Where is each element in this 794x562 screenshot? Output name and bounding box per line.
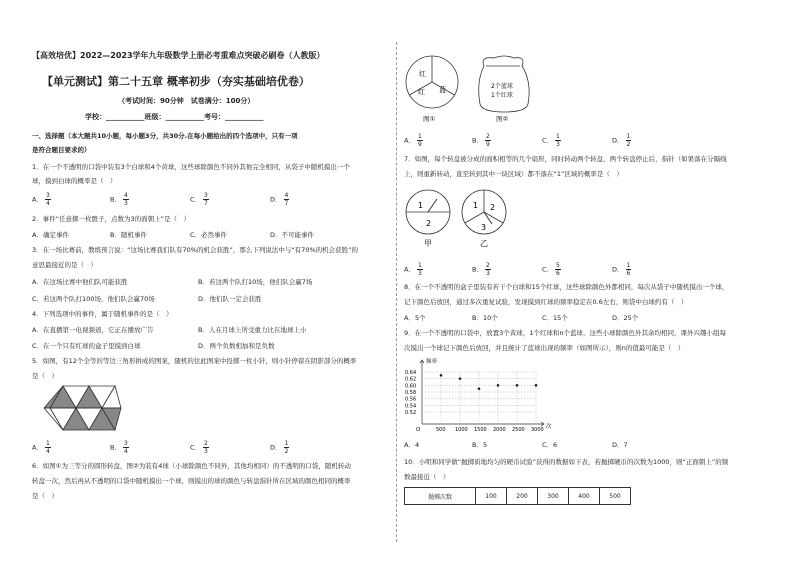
y-tick-label: 0.64 (405, 370, 417, 376)
q2-option-a: A．确定事件 (32, 231, 69, 239)
q5-option-d: D． $\frac{1}{2}$ (270, 440, 289, 455)
q6-text-cont2: 是（ ） (32, 492, 58, 500)
q8-option-a: A．5个 (404, 314, 426, 322)
spinner-figure-1 (406, 56, 458, 123)
q7-option-b: B． $\frac{2}{3}$ (472, 262, 490, 277)
data-point (497, 384, 500, 387)
exam-info: （考试时间：90分钟 试卷满分：100分） (118, 97, 255, 105)
data-point (478, 387, 481, 390)
q3-text-cont: 意思最接近的是（ ） (32, 261, 97, 269)
q4-option-d: D．两个负数相加和是负数 (198, 342, 275, 350)
triangle-pattern-figure (44, 385, 122, 431)
figure1-caption: 图① (423, 115, 436, 123)
table-cell: 100 (476, 488, 507, 505)
q6-option-d: D． $\frac{1}{2}$ (612, 133, 631, 148)
q1-option-b: B． $\frac{4}{3}$ (110, 192, 128, 207)
y-tick-label: 0.52 (405, 410, 417, 416)
q9-option-d: D．7 (612, 441, 628, 449)
yi-label-3: 3 (481, 223, 487, 232)
right-column (402, 0, 772, 562)
q10-text-cont: 数最接近（ ） (404, 473, 450, 481)
q2-text: 2．事件“任意掷一枚骰子，点数为3的面朝上”是（ ） (32, 215, 191, 223)
q5-option-a: A． $\frac{1}{4}$ (32, 440, 50, 455)
x-tick-label: 2000 (493, 427, 506, 433)
section1-title-cont: 是符合题目要求的） (32, 146, 91, 154)
frequency-chart (404, 354, 554, 434)
y-tick-label: 0.54 (405, 403, 417, 410)
q4-option-a: A．在直播第一电视频道，它正在播放广告 (32, 326, 154, 334)
table-row (405, 488, 631, 505)
x-tick-label: 2500 (512, 427, 525, 433)
q4-text: 4．下列选项中的事件，属于随机事件的是（ ） (32, 310, 173, 318)
q1-option-c: C． $\frac{3}{7}$ (190, 192, 208, 207)
q8-option-c: C．15个 (542, 314, 568, 322)
data-point (516, 384, 519, 387)
figure2-caption: 图② (496, 115, 509, 123)
bag-figure (479, 56, 529, 123)
column-divider (396, 42, 397, 542)
q4-option-c: C．在一个只有红球的盒子里摸到白球 (32, 342, 141, 350)
q2-option-b: B．随机事件 (110, 231, 147, 239)
y-tick-label: 0.56 (405, 396, 417, 403)
q8-text: 8．在一个不透明的盒子里装有若干个白球和15个红球，这些球除颜色外都相同，每次从袋子中随机摸出一个球， (404, 283, 729, 291)
q2-option-d: D．不可能事件 (270, 231, 315, 239)
q6-option-b: B． $\frac{2}{9}$ (472, 133, 490, 148)
jia-caption: 甲 (424, 239, 432, 248)
table-cell: 500 (600, 488, 631, 505)
q1-text: 1．在一个不透明的口袋中装有3个白球和4个黄球，这些球除颜色不同外其他完全相同，从袋子中随机摸出一个 (32, 163, 350, 171)
jia-label-1: 1 (418, 201, 424, 210)
x-tick-label: 1500 (474, 427, 487, 433)
q5-option-b: B． $\frac{3}{4}$ (110, 440, 128, 455)
q7-option-a: A． $\frac{1}{3}$ (404, 262, 422, 277)
y-tick-label: 0.60 (405, 383, 417, 390)
q1-text-cont: 球，摸到白球的概率是（ ） (32, 177, 117, 185)
q6-option-a: A． $\frac{1}{9}$ (404, 133, 422, 148)
x-tick-label: 1000 (455, 427, 468, 433)
table-cell: 400 (569, 488, 600, 505)
y-tick-label: 0.58 (405, 390, 417, 396)
q3-text: 3．在一场比赛前，教练预言说：“这场比赛我们队有70%的机会获胜”，那么下列说法中与“有70%的机会获胜”的 (32, 246, 358, 254)
q5-option-c: C． $\frac{2}{3}$ (190, 440, 208, 455)
q7-option-c: C． $\frac{5}{6}$ (542, 262, 560, 277)
q1-option-d: D． $\frac{4}{7}$ (270, 192, 289, 207)
q2-option-c: C．必然事件 (190, 231, 228, 239)
q9-option-a: A．4 (404, 441, 420, 449)
x-axis-label: 次 (546, 424, 552, 430)
sector-red-1: 红 (419, 70, 426, 78)
data-point (535, 384, 538, 387)
q9-option-c: C．6 (542, 441, 558, 449)
coin-toss-table (404, 487, 631, 505)
q3-option-d: D．他们队一定会获胜 (198, 295, 262, 303)
q6-text-cont: 转盘一次，然后再从不透明的口袋中随机摸出一个球，则摸出的球的颜色与转盘指针所在区域的颜色相同的概率 (32, 477, 351, 485)
q9-option-b: B．5 (472, 441, 488, 449)
q7-text-cont: 上，则重新转动，直至转到其中一块区域）都不落在“1”区域的概率是（ ） (404, 170, 623, 178)
q4-option-b: B．人在月球上所受重力比在地球上小 (198, 326, 307, 334)
q3-option-b: B．若这两个队打10场，他们队会赢7场 (198, 278, 313, 286)
jia-label-2: 2 (426, 219, 432, 228)
x-tick-label: 3000 (531, 427, 544, 433)
chart-origin: O (416, 427, 421, 433)
sector-red-2: 红 (418, 88, 425, 96)
y-tick-label: 0.62 (405, 376, 417, 383)
q5-text: 5．如图，有12个全等的等边三角形拼成的图案，随机的往此图案中投掷一枚小针，则小针停留在阴影部分的概率 (32, 357, 357, 365)
q3-option-a: A．在这场比赛中他们队可能获胜 (32, 278, 128, 286)
yi-label-2: 2 (490, 203, 496, 212)
page-title: 【单元测试】第二十五章 概率初步（夯实基础培优卷） (42, 75, 310, 88)
x-tick-label: 500 (436, 427, 446, 433)
q8-option-b: B．10个 (472, 314, 498, 322)
q9-text: 9．在一个不透明的口袋中，放置3个黄球，1个红球和n个蓝球，这些小球除颜色外其余均相同，课外兴趣小组每 (404, 329, 727, 337)
q7-text: 7．如图，每个转盘被分成的面积相等的几个扇形，同时转动两个转盘，两个转盘停止后，指针（如果落在分隔线 (404, 155, 727, 163)
q6-figures (404, 52, 534, 124)
q1-option-a: A． $\frac{3}{4}$ (32, 192, 50, 207)
y-axis-label: 频率 (426, 359, 438, 365)
left-column (30, 0, 390, 562)
table-row-header: 抛掷次数 (405, 488, 476, 505)
section1-title: 一、选择题（本大题共10小题，每小题3分，共30分.在每小题给出的四个选项中，只有一项 (32, 132, 298, 140)
student-fields: 学校：___________班级：___________考号：___________ (85, 113, 264, 121)
q8-text-cont: 记下颜色后放回，通过多次重复试验，发现摸到红球的频率稳定在0.6左右，则袋中白球约有（ ） (404, 298, 688, 306)
q6-text: 6．如图①为三等分的圆形转盘，图②为装有4球（小球除颜色不同外，其他均相同）的不透明的口袋，随机转动 (32, 462, 351, 470)
q7-option-d: D． $\frac{1}{6}$ (612, 262, 631, 277)
q5-text-cont: 是（ ） (32, 372, 58, 380)
q3-option-c: C．若这两个队打100场，他们队会赢70场 (32, 295, 155, 303)
q7-spinners (404, 186, 514, 250)
q6-option-c: C． $\frac{1}{3}$ (542, 133, 560, 148)
bag-label-blue: 2个蓝球 (491, 83, 513, 90)
spinner-jia (406, 190, 450, 248)
q10-text: 10．小明和同学做“抛掷质地均匀的硬币试验”获得的数据如下表，若抛掷硬币的次数为1000，则“正面朝上”的频 (404, 458, 729, 466)
spinner-yi (462, 190, 506, 248)
data-point (459, 377, 462, 380)
table-cell: 200 (507, 488, 538, 505)
q8-option-d: D．25个 (612, 314, 639, 322)
bag-label-red: 1个红球 (491, 92, 513, 99)
yi-caption: 乙 (480, 239, 488, 248)
table-cell: 300 (538, 488, 569, 505)
header-line1: 【高效培优】2022—2023学年九年级数学上册必考重难点突破必刷卷（人教版） (32, 51, 325, 60)
data-point (440, 374, 443, 377)
sector-blue: 蓝 (439, 86, 446, 94)
q9-text-cont: 次摸出一个球记下颜色后放回，并且统计了蓝球出现的频率（如图所示），则n的值最可能是（ ） (404, 344, 685, 352)
yi-label-1: 1 (473, 201, 479, 210)
